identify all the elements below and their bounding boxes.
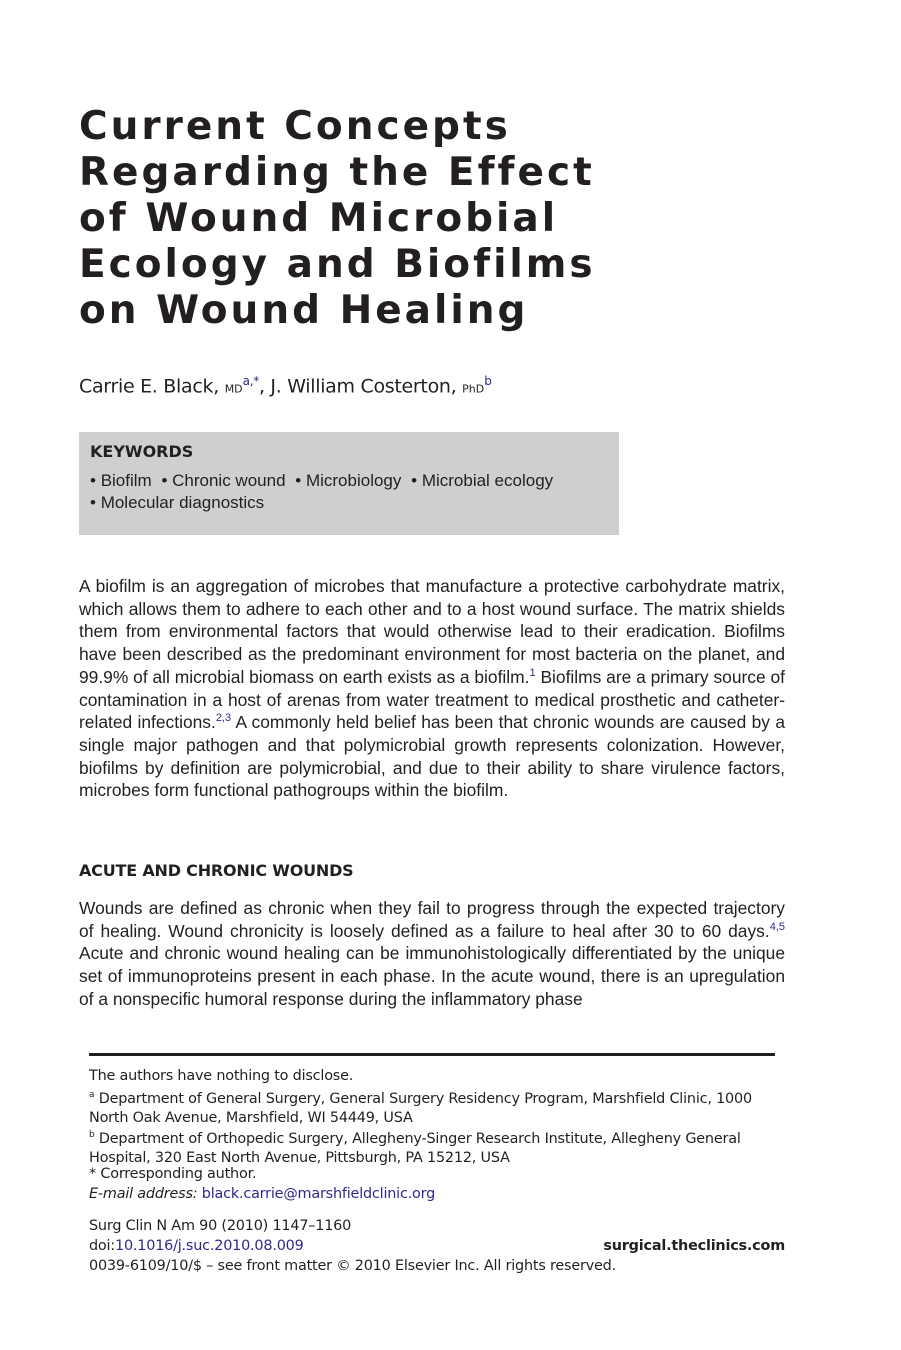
author-name: Carrie E. Black, xyxy=(79,375,219,398)
keyword: • Chronic wound xyxy=(161,471,285,490)
disclosure-note: The authors have nothing to disclose. xyxy=(89,1068,354,1084)
keyword: • Microbiology xyxy=(295,471,401,490)
copyright-line: 0039-6109/10/$ – see front matter © 2010 Elsevier Inc. All rights reserved. xyxy=(89,1258,616,1274)
journal-website[interactable]: surgical.theclinics.com xyxy=(603,1238,785,1254)
title-line: Ecology and Biofilms xyxy=(79,242,596,287)
doi-link[interactable]: 10.1016/j.suc.2010.08.009 xyxy=(115,1238,304,1254)
keyword: • Molecular diagnostics xyxy=(90,493,264,512)
section-heading: ACUTE AND CHRONIC WOUNDS xyxy=(79,861,354,880)
author-name: , J. William Costerton, xyxy=(258,375,457,398)
reference-link[interactable]: 1 xyxy=(529,667,536,680)
title-line: Current Concepts xyxy=(79,104,511,149)
keyword: • Microbial ecology xyxy=(411,471,553,490)
reference-link[interactable]: 2,3 xyxy=(215,712,232,725)
author-degree: PhD xyxy=(462,382,485,396)
keywords-list xyxy=(90,493,264,513)
affiliation-a: $^a$ Department of General Surgery, General Surgery Residency Program, Marshfield Clinic, 1000 North Oak Avenue, Marshfield, WI 54449, USA xyxy=(89,1090,752,1127)
corresponding-author-note: * Corresponding author. xyxy=(89,1166,257,1182)
author-line xyxy=(79,374,492,397)
title-line: of Wound Microbial xyxy=(79,196,559,241)
affiliation-b: $^b$ Department of Orthopedic Surgery, Allegheny-Singer Research Institute, Allegheny General Hospital, 320 East North Avenue, Pittsburgh, PA 15212, USA xyxy=(89,1130,741,1167)
footnote-divider xyxy=(89,1053,775,1056)
journal-citation: Surg Clin N Am 90 (2010) 1147–1160 xyxy=(89,1218,352,1234)
author-degree: MD xyxy=(224,382,243,396)
section-paragraph: Wounds are defined as chronic when they fail to progress through the expected trajectory of healing. Wound chronicity is loosely defined as a failure to heal after 30 to 60 days.$^{4,5}$ Acute and chronic wound healing can be immunohistologically differentiated by the unique set of immunoproteins present in each phase. In the acute wound, there is an upregulation of a nonspecific humoral response during the inflammatory phase xyxy=(79,898,785,1009)
title-line: on Wound Healing xyxy=(79,288,529,333)
affiliation-link[interactable]: a,* xyxy=(242,374,259,388)
email-link[interactable]: black.carrie@marshfieldclinic.org xyxy=(201,1186,436,1202)
keywords-list xyxy=(90,471,553,491)
email-note: E-mail address: black.carrie@marshfieldclinic.org xyxy=(89,1186,436,1202)
keywords-heading: KEYWORDS xyxy=(90,442,194,461)
keyword: • Biofilm xyxy=(90,471,152,490)
doi-line: doi:10.1016/j.suc.2010.08.009 xyxy=(89,1238,304,1254)
intro-paragraph: A biofilm is an aggregation of microbes that manufacture a protective carbohydrate matrix, which allows them to adhere to each other and to a host wound surface. The matrix shields them from environmental factors that would otherwise lead to their eradication. Biofilms have been described as the predominant environment for most bacteria on the planet, and 99.9% of all microbial biomass on earth exists as a biofilm.$^1$ Biofilms are a primary source of contamination in a host of arenas from water treatment to medical prosthetic and catheter-related infections.$^{2,3}$ A commonly held belief has been that chronic wounds are caused by a single major pathogen and that polymicrobial growth represents colonization. However, biofilms by definition are polymicrobial, and due to their ability to share virulence factors, microbes form functional pathogroups within the biofilm. xyxy=(79,576,785,801)
affiliation-link[interactable]: b xyxy=(484,374,492,388)
reference-link[interactable]: 4,5 xyxy=(769,920,785,933)
title-line: Regarding the Effect xyxy=(79,150,595,195)
article-title xyxy=(79,104,639,334)
